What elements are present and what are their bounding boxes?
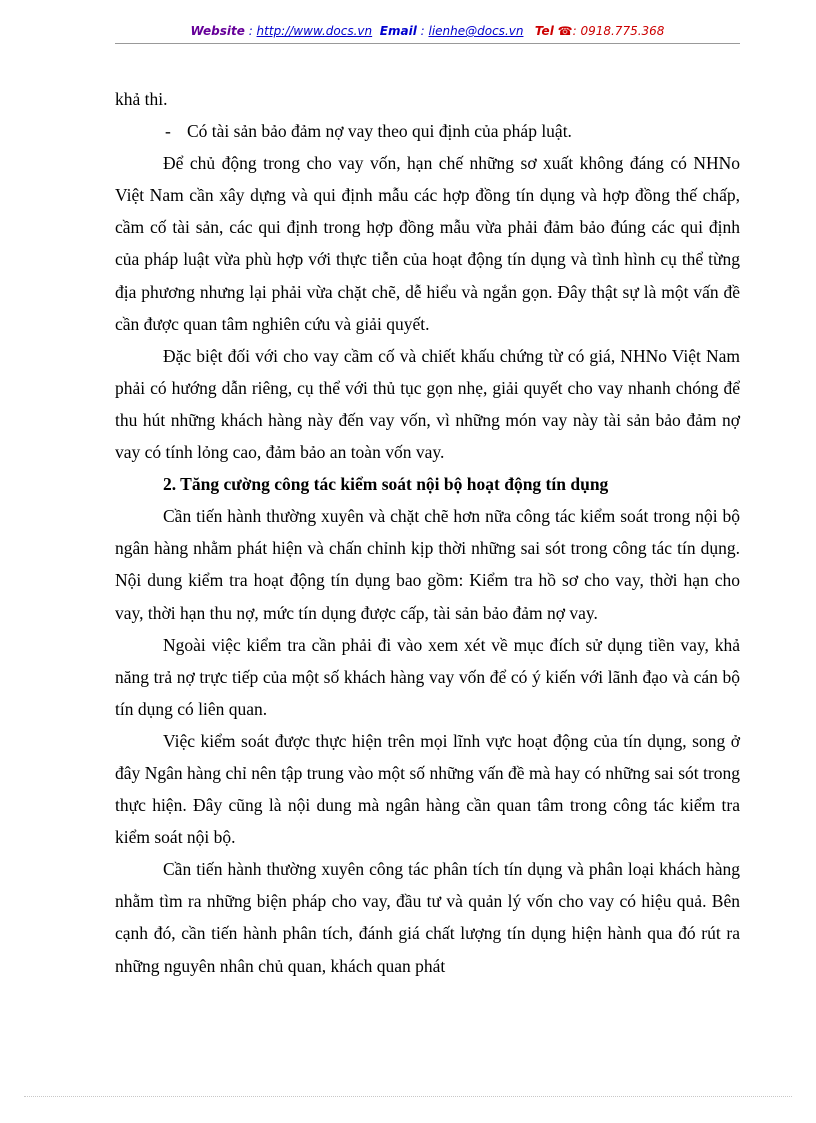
page-header [115, 24, 740, 38]
footer-divider [24, 1096, 792, 1097]
header-divider [115, 43, 740, 44]
email-label: Email [379, 24, 417, 38]
paragraph: Ngoài việc kiểm tra cần phải đi vào xem xét về mục đích sử dụng tiền vay, khả năng trả nợ trực tiếp của một số khách hàng vay vốn để có ý kiến với lãnh đạo và cán bộ tín dụng có liên quan. [115, 634, 740, 719]
email-link[interactable]: lienhe@docs.vn [428, 24, 524, 38]
paragraph: Đặc biệt đối với cho vay cầm cố và chiết khấu chứng từ có giá, NHNo Việt Nam phải có hướng dẫn riêng, cụ thể với thủ tục gọn nhẹ, giải quyết cho vay nhanh chóng để thu hút những khách hàng này đến vay vốn, vì những món vay này tài sản bảo đảm nợ vay có tính lỏng cao, đảm bảo an toàn vốn vay. [115, 345, 740, 463]
website-separator: : [244, 24, 257, 38]
paragraph: Việc kiểm soát được thực hiện trên mọi lĩnh vực hoạt động của tín dụng, song ở đây Ngân hàng chỉ nên tập trung vào một số những vấn đề mà hay có những sai sót trong thực hiện. Đây cũng là nội dung mà ngân hàng cần quan tâm trong công tác kiểm tra kiểm soát nội bộ. [115, 730, 740, 848]
bullet-dash: - [165, 121, 171, 142]
paragraph-continuation: khả thi. [115, 89, 168, 109]
document-body [115, 83, 740, 982]
paragraph: Cần tiến hành thường xuyên công tác phân tích tín dụng và phân loại khách hàng nhằm tìm ra những biện pháp cho vay, đầu tư và quản lý vốn cho vay có hiệu quả. Bên cạnh đó, cần tiến hành phân tích, đánh giá chất lượng tín dụng hiện hành qua đó rút ra những nguyên nhân chủ quan, khách quan phát [115, 859, 740, 976]
bullet-item [115, 115, 740, 147]
website-label: Website [190, 24, 245, 38]
section-heading: 2. Tăng cường công tác kiểm soát nội bộ hoạt động tín dụng [163, 474, 609, 495]
website-link[interactable]: http://www.docs.vn [256, 24, 373, 38]
email-separator: : [416, 24, 429, 38]
paragraph: Cần tiến hành thường xuyên và chặt chẽ hơn nữa công tác kiểm soát trong nội bộ ngân hàng nhằm phát hiện và chấn chỉnh kịp thời những sai sót trong công tác tín dụng. Nội dung kiểm tra hoạt động tín dụng bao gồm: Kiểm tra hồ sơ cho vay, thời hạn cho vay, thời hạn thu nợ, mức tín dụng được cấp, tài sản bảo đảm nợ vay. [115, 506, 740, 623]
tel-number: : 0918.775.368 [572, 24, 665, 38]
bullet-text: Có tài sản bảo đảm nợ vay theo qui định của pháp luật. [187, 121, 572, 142]
paragraph: Để chủ động trong cho vay vốn, hạn chế những sơ xuất không đáng có NHNo Việt Nam cần xây dựng và qui định mẫu các hợp đồng tín dụng và hợp đồng thế chấp, cầm cố tài sản, các qui định trong hợp đồng mẫu vừa phải đảm bảo đúng các qui định của pháp luật vừa phù hợp với thực tiễn của hoạt động tín dụng và tình hình cụ thể từng địa phương nhưng lại phải vừa chặt chẽ, dễ hiểu và ngắn gọn. Đây thật sự là một vấn đề cần được quan tâm nghiên cứu và giải quyết. [115, 153, 740, 334]
tel-label: Tel [534, 24, 554, 38]
phone-icon: ☎ [557, 24, 573, 38]
